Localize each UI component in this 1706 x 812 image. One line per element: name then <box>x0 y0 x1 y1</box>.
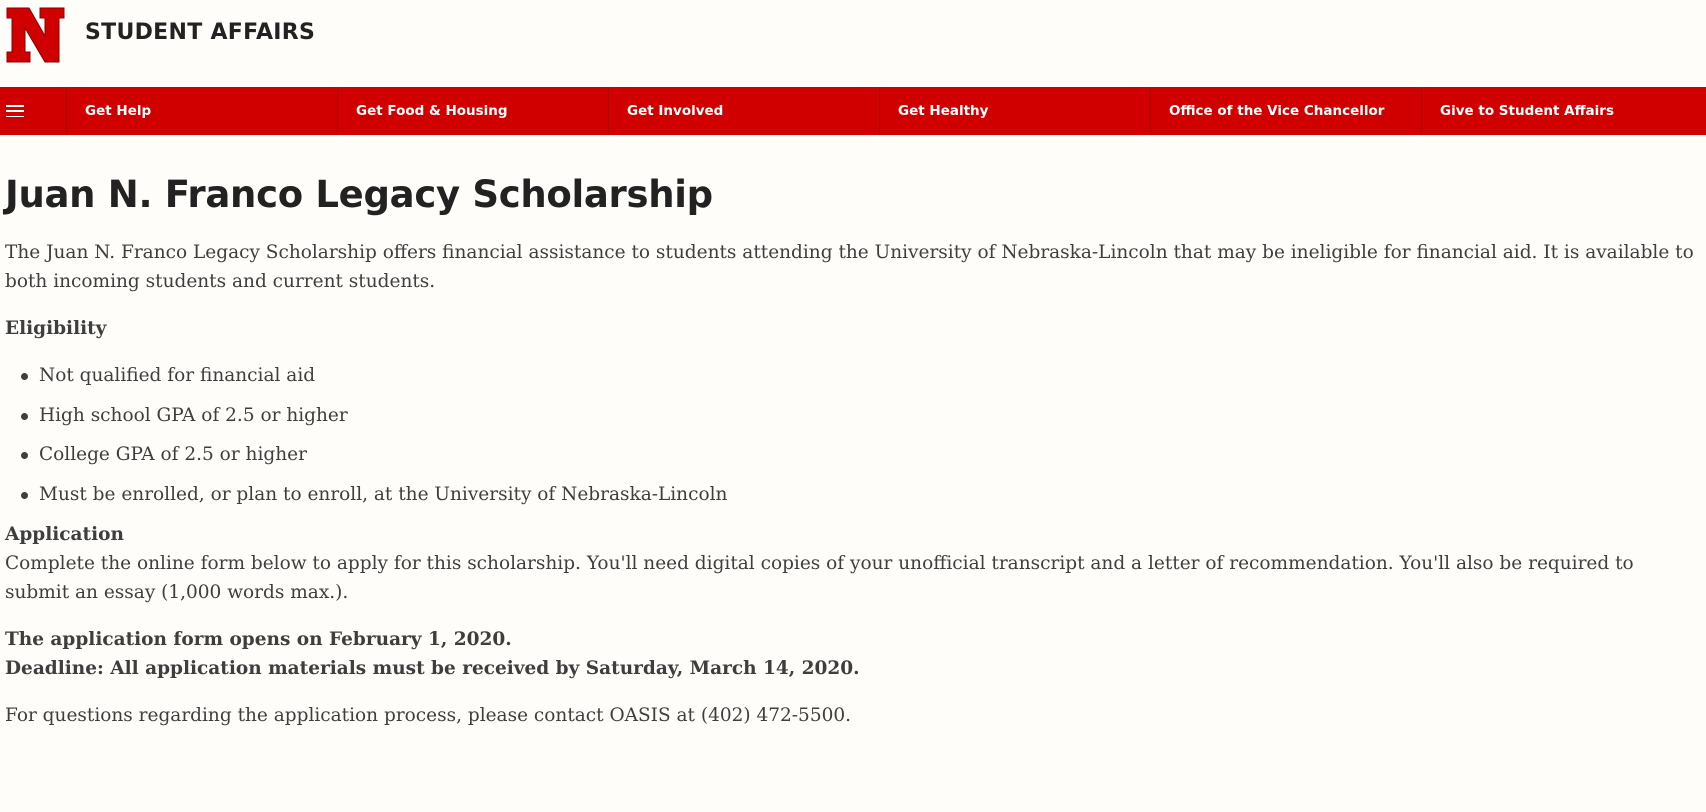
page-title: Juan N. Franco Legacy Scholarship <box>5 173 713 216</box>
nav-item-get-involved[interactable]: Get Involved <box>609 87 880 135</box>
application-deadline: Deadline: All application materials must be received by Saturday, March 14, 2020. <box>5 657 860 679</box>
hamburger-menu-icon <box>6 105 24 117</box>
contact-paragraph: For questions regarding the application process, please contact OASIS at (402) 472-5500. <box>5 704 852 726</box>
eligibility-list <box>5 361 1701 509</box>
site-header <box>0 0 1706 87</box>
nav-item-get-food-housing[interactable]: Get Food & Housing <box>338 87 609 135</box>
main-nav <box>0 87 1706 135</box>
application-opens: The application form opens on February 1, 2020. <box>5 628 512 650</box>
nav-item-office-vice-chancellor[interactable]: Office of the Vice Chancellor <box>1151 87 1422 135</box>
nav-item-get-healthy[interactable]: Get Healthy <box>880 87 1151 135</box>
nebraska-n-logo[interactable] <box>5 4 66 65</box>
site-title[interactable]: STUDENT AFFAIRS <box>85 20 316 45</box>
intro-paragraph: The Juan N. Franco Legacy Scholarship offers financial assistance to students attending the University of Nebraska-Lincoln that may be ineligible for financial aid. It is available to both incoming students and current students. <box>5 242 1694 292</box>
eligibility-heading: Eligibility <box>5 318 107 339</box>
nav-item-get-help[interactable]: Get Help <box>67 87 338 135</box>
list-item: High school GPA of 2.5 or higher <box>19 401 1701 430</box>
application-heading: Application <box>5 523 124 545</box>
list-item: College GPA of 2.5 or higher <box>19 440 1701 469</box>
main-content <box>5 170 1701 730</box>
list-item: Not qualified for financial aid <box>19 361 1701 390</box>
list-item: Must be enrolled, or plan to enroll, at the University of Nebraska-Lincoln <box>19 480 1701 509</box>
application-dates <box>5 625 1701 683</box>
nav-item-give[interactable]: Give to Student Affairs <box>1440 103 1614 119</box>
menu-button[interactable] <box>0 87 67 135</box>
application-body: Complete the online form below to apply for this scholarship. You'll need digital copies of your unofficial transcript and a letter of recommendation. You'll also be required to submit an essay (1,000 words max.). <box>5 552 1634 603</box>
